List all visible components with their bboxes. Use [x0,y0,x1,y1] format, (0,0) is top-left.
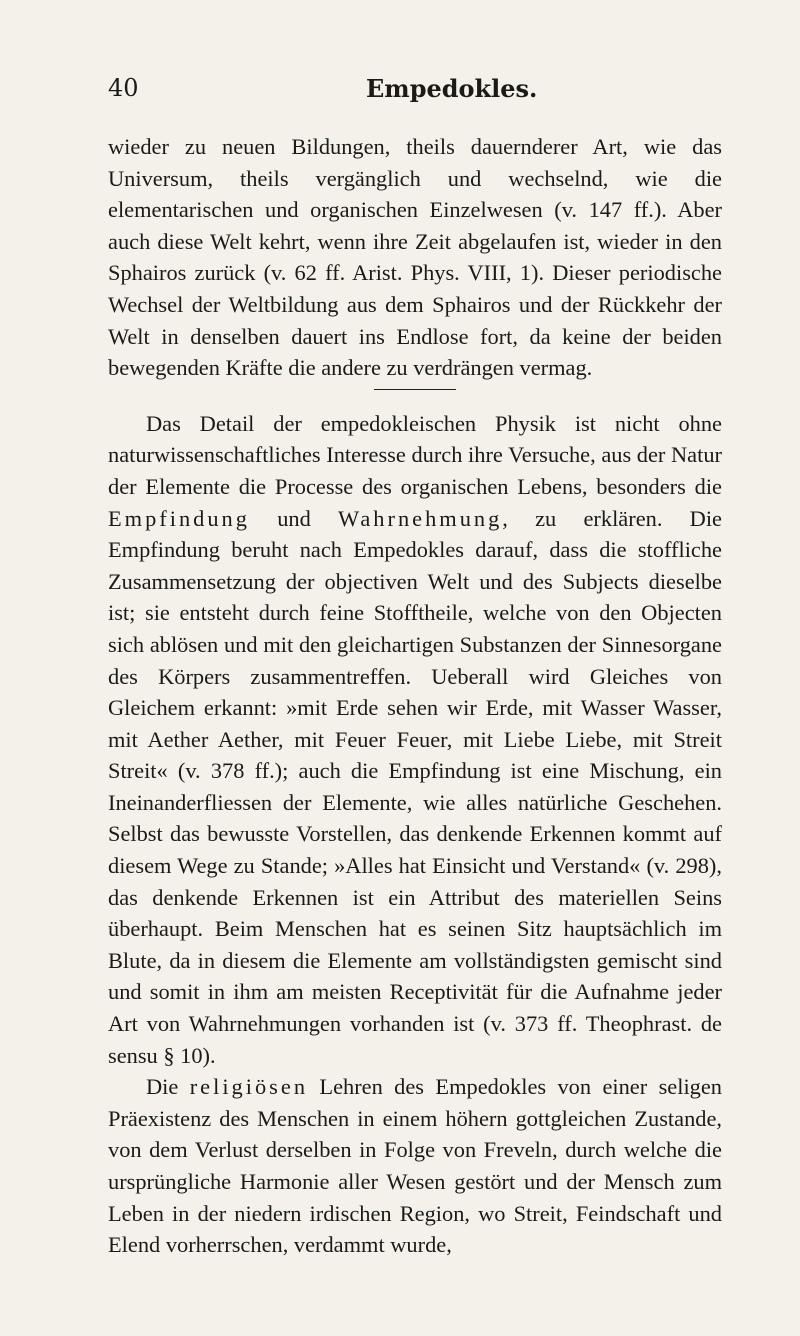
paragraph-3-segment: Lehren des Empedokles von einer seligen Präexistenz des Menschen in einem höhern gottgleichen Zustande, von dem Verlust derselben in Folge von Freveln, durch welche die ursprüngliche Harmonie aller Wesen gestört und der Mensch zum Leben in der niedern irdischen Region, wo Streit, Feindschaft und Elend vorherrschen, verdammt wurde, [108,1074,722,1258]
paragraph-2-segment: und [249,505,339,531]
running-title: Empedokles. [366,74,538,103]
paragraph-3 [108,1071,722,1261]
spaced-term-religioesen: religiösen [189,1074,309,1100]
spaced-term-empfindung: Empfindung [108,505,250,531]
section-divider [374,389,456,390]
paragraph-1: wieder zu neuen Bildungen, theils dauernderer Art, wie das Universum, theils vergänglich und wechselnd, wie die elementarischen und organischen Einzelwesen (v. 147 ff.). Aber auch diese Welt kehrt, wenn ihre Zeit abgelaufen ist, wieder in den Sphairos zurück (v. 62 ff. Arist. Phys. VIII, 1). Dieser periodische Wechsel der Weltbildung aus dem Sphairos und der Rückkehr der Welt in denselben dauert ins Endlose fort, da keine der beiden bewegenden Kräfte die andere zu verdrängen vermag. [108,134,722,381]
paragraph-2-segment: Das Detail der empedokleischen Physik ist nicht ohne naturwissenschaftliches Interesse durch ihre Versuche, aus der Natur der Elemente die Processe des organischen Lebens, besonders die [108,410,722,499]
spaced-term-wahrnehmung: Wahrnehmung [338,505,503,531]
paragraph-2 [108,408,722,1071]
page-number: 40 [108,74,139,102]
body-text [108,131,722,1261]
page-header [108,72,723,106]
paragraph-3-segment: Die [146,1074,190,1100]
paragraph-2-segment: , zu erklären. Die Empfindung beruht nach Empedokles darauf, dass die stoffliche Zusammensetzung der objectiven Welt und des Subjects dieselbe ist; sie entsteht durch feine Stofftheile, welche von den Objecten sich ablösen und mit den gleichartigen Substanzen der Sinnesorgane des Körpers zusammentreffen. Ueberall wird Gleiches von Gleichem erkannt: »mit Erde sehen wir Erde, mit Wasser Wasser, mit Aether Aether, mit Feuer Feuer, mit Liebe Liebe, mit Streit Streit« (v. 378 ff.); auch die Empfindung ist eine Mischung, ein Ineinanderfliessen der Elemente, wie alles natürliche Geschehen. Selbst das bewusste Vorstellen, das denkende Erkennen kommt auf diesem Wege zu Stande; »Alles hat Einsicht und Verstand« (v. 298), das denkende Erkennen ist ein Attribut des materiellen Seins überhaupt. Beim Menschen hat es seinen Sitz hauptsächlich im Blute, da in diesem die Elemente am vollständigsten gemischt sind und somit in ihm am meisten Receptivität für die Aufnahme jeder Art von Wahrnehmungen vorhanden ist (v. 373 ff. Theophrast. de sensu § 10). [108,505,722,1068]
